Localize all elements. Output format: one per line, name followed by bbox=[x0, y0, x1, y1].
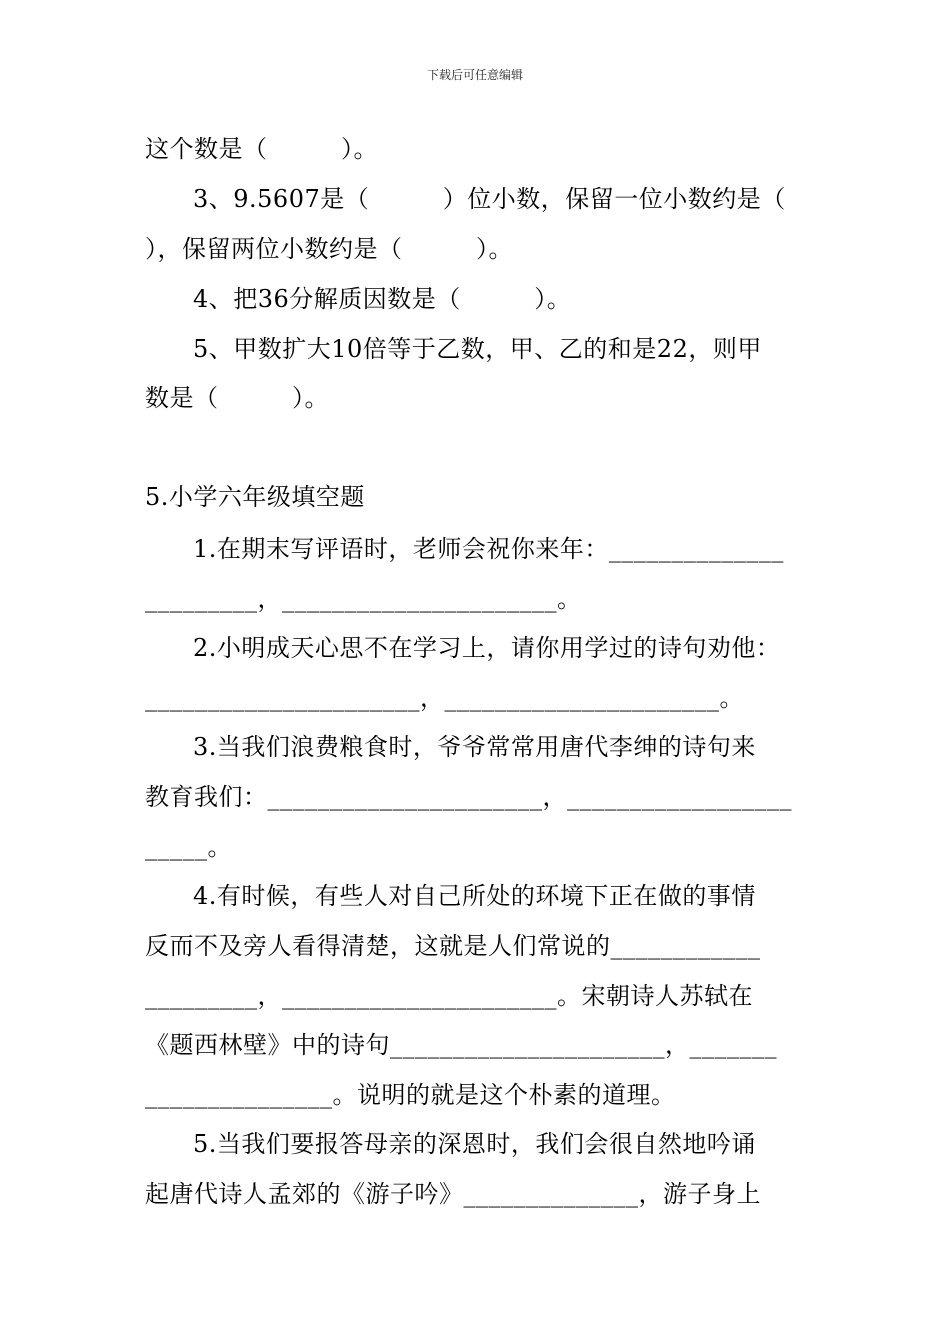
text-line: 数是（ ）。 bbox=[145, 384, 329, 412]
text-line: 4、把36分解质因数是（ ）。 bbox=[193, 285, 572, 313]
text-line: _________，______________________。宋朝诗人苏轼在 bbox=[145, 982, 753, 1010]
text-line: 3、9.5607是（ ）位小数，保留一位小数约是（ bbox=[193, 185, 786, 213]
text-line: 反而不及旁人看得清楚，这就是人们常说的____________ bbox=[145, 932, 761, 960]
text-line: 3.当我们浪费粮食时，爷爷常常用唐代李绅的诗句来 bbox=[193, 733, 756, 761]
text-line: 5、甲数扩大10倍等于乙数，甲、乙的和是22，则甲 bbox=[193, 335, 762, 363]
text-line: 这个数是（ ）。 bbox=[145, 135, 378, 163]
page-header: 下载后可任意编辑 bbox=[426, 68, 523, 82]
text-line: 1.在期末写评语时，老师会祝你来年：______________ bbox=[193, 535, 784, 563]
text-line: 2.小明成天心思不在学习上，请你用学过的诗句劝他： bbox=[193, 634, 781, 662]
text-line: 《题西林壁》中的诗句______________________，_______ bbox=[145, 1031, 777, 1059]
text-line: _______________。说明的就是这个朴素的道理。 bbox=[145, 1081, 676, 1109]
text-line: 4.有时候，有些人对自己所处的环境下正在做的事情 bbox=[193, 882, 756, 910]
text-line: _________，______________________。 bbox=[145, 585, 582, 613]
section-heading: 5.小学六年级填空题 bbox=[145, 483, 365, 511]
text-line: _____。 bbox=[145, 833, 232, 861]
text-line: 教育我们：______________________，__________________ bbox=[145, 783, 792, 811]
text-line: 起唐代诗人孟郊的《游子吟》______________，游子身上 bbox=[145, 1180, 761, 1208]
text-line: ______________________，______________________。 bbox=[145, 684, 744, 712]
text-line: 5.当我们要报答母亲的深恩时，我们会很自然地吟诵 bbox=[193, 1130, 756, 1158]
text-line: ），保留两位小数约是（ ）。 bbox=[145, 235, 513, 263]
